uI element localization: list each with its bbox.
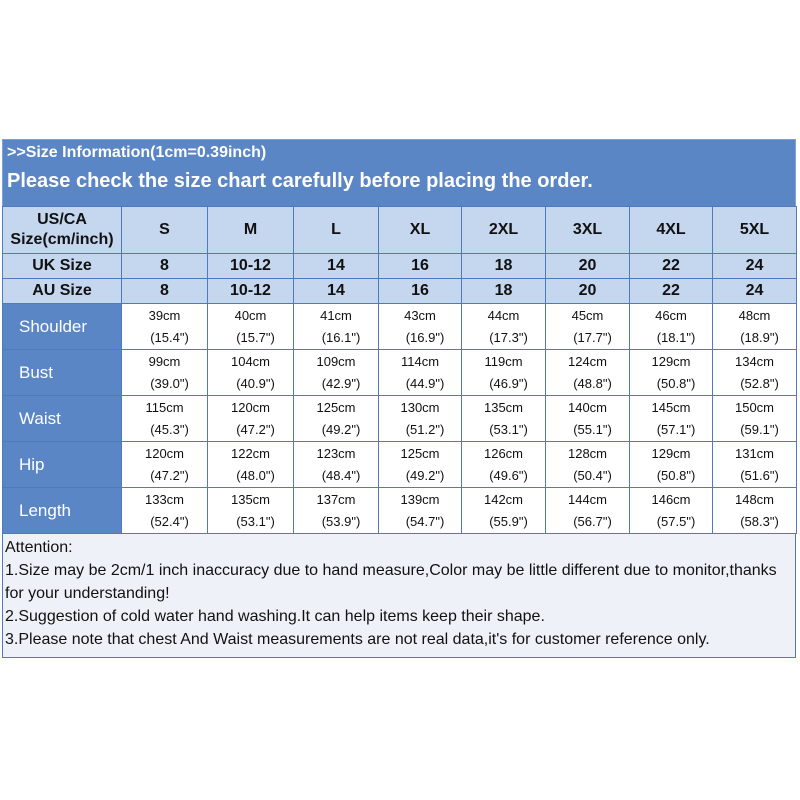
measurement-cell <box>546 488 630 534</box>
measurement-inch: (17.7") <box>573 329 612 345</box>
measurement-cell <box>379 350 462 396</box>
size-value-cell: 8 <box>122 254 208 279</box>
measurement-inch: (56.7") <box>573 513 612 529</box>
measurement-cm: 125cm <box>316 399 356 415</box>
measurement-label: Length <box>3 488 122 534</box>
measurement-inch: (52.4") <box>150 513 189 529</box>
size-value-cell: 4XL <box>630 207 713 254</box>
attention-line-2: 2.Suggestion of cold water hand washing.It can help items keep their shape. <box>5 608 545 625</box>
measurement-cell <box>379 488 462 534</box>
measurement-cm: 46cm <box>655 307 687 323</box>
size-value-cell: 14 <box>294 279 379 304</box>
measurement-inch: (51.2") <box>405 421 445 437</box>
measurement-cm: 104cm <box>230 353 271 369</box>
measurement-inch: (50.8") <box>656 375 696 391</box>
size-value-cell: 10-12 <box>208 279 294 304</box>
measurement-cell <box>208 304 294 350</box>
us-size-row <box>3 207 797 254</box>
measurement-cm: 120cm <box>230 399 271 415</box>
measurement-inch: (44.9") <box>405 375 445 391</box>
measurement-cm: 122cm <box>230 445 271 461</box>
measurement-inch: (40.9") <box>236 375 275 391</box>
size-info-banner <box>2 139 796 206</box>
measurement-cm: 146cm <box>651 491 691 507</box>
measurement-label: Bust <box>3 350 122 396</box>
measurement-cm: 137cm <box>316 491 356 507</box>
measurement-inch: (53.1") <box>236 513 275 529</box>
measurement-cell <box>122 304 208 350</box>
measurement-cm: 114cm <box>400 353 440 369</box>
measurement-row <box>3 350 797 396</box>
measurement-cm: 40cm <box>234 307 267 323</box>
measurement-cm: 120cm <box>144 445 185 461</box>
measurement-cell <box>122 396 208 442</box>
size-value-cell: 16 <box>379 254 462 279</box>
size-info-subtitle: >>Size Information(1cm=0.39inch) <box>7 144 267 161</box>
size-value-cell: 18 <box>462 254 546 279</box>
measurement-inch: (50.4") <box>573 467 612 483</box>
measurement-cm: 115cm <box>145 399 184 415</box>
measurement-inch: (16.9") <box>405 329 445 345</box>
measurement-cell <box>546 396 630 442</box>
measurement-cm: 134cm <box>734 353 775 369</box>
measurement-inch: (53.9") <box>321 513 361 529</box>
measurement-inch: (18.9") <box>740 329 779 345</box>
size-value-cell: L <box>294 207 379 254</box>
measurement-inch: (52.8") <box>740 375 779 391</box>
measurement-cm: 133cm <box>144 491 185 507</box>
measurement-inch: (49.6") <box>489 467 528 483</box>
measurement-inch: (15.7") <box>236 329 275 345</box>
size-value-cell: 18 <box>462 279 546 304</box>
size-value-cell: 8 <box>122 279 208 304</box>
measurement-inch: (48.4") <box>321 467 361 483</box>
measurement-row <box>3 442 797 488</box>
size-value-cell: 22 <box>630 254 713 279</box>
measurement-cell <box>122 442 208 488</box>
measurement-cell <box>122 350 208 396</box>
measurement-cell <box>379 442 462 488</box>
measurement-inch: (18.1") <box>656 329 696 345</box>
size-system-label: US/CA Size(cm/inch) <box>3 207 122 254</box>
size-value-cell: 16 <box>379 279 462 304</box>
size-value-cell: S <box>122 207 208 254</box>
measurement-cell <box>294 442 379 488</box>
measurement-cell <box>294 350 379 396</box>
measurement-inch: (16.1") <box>321 329 361 345</box>
measurement-cm: 128cm <box>567 445 608 461</box>
measurement-label: Hip <box>3 442 122 488</box>
measurement-cell <box>462 488 546 534</box>
size-value-cell: 10-12 <box>208 254 294 279</box>
measurement-cm: 139cm <box>400 491 440 507</box>
uk-size-row <box>3 254 797 279</box>
measurement-cm: 126cm <box>483 445 524 461</box>
measurement-cell <box>294 488 379 534</box>
measurement-cm: 131cm <box>734 445 775 461</box>
measurement-label: Waist <box>3 396 122 442</box>
measurement-inch: (57.5") <box>656 513 696 529</box>
measurement-inch: (51.6") <box>740 467 779 483</box>
measurement-cell <box>630 350 713 396</box>
measurement-cm: 129cm <box>651 353 691 369</box>
attention-notes <box>2 534 796 658</box>
measurement-inch: (47.2") <box>150 467 189 483</box>
measurement-cm: 125cm <box>400 445 440 461</box>
measurement-inch: (46.9") <box>489 375 528 391</box>
measurement-cell <box>122 488 208 534</box>
measurement-inch: (48.0") <box>236 467 275 483</box>
measurement-cell <box>630 304 713 350</box>
size-value-cell: 5XL <box>713 207 797 254</box>
measurement-cell <box>713 350 797 396</box>
measurement-inch: (59.1") <box>740 421 779 437</box>
size-value-cell: 14 <box>294 254 379 279</box>
measurement-cm: 41cm <box>320 307 352 323</box>
measurement-inch: (58.3") <box>740 513 779 529</box>
measurement-row <box>3 304 797 350</box>
size-value-cell: 20 <box>546 279 630 304</box>
measurement-inch: (57.1") <box>656 421 696 437</box>
measurement-cell <box>713 396 797 442</box>
measurement-inch: (48.8") <box>573 375 612 391</box>
measurement-inch: (50.8") <box>656 467 696 483</box>
measurement-cm: 44cm <box>487 307 520 323</box>
measurement-inch: (47.2") <box>236 421 275 437</box>
measurement-cell <box>713 488 797 534</box>
measurement-inch: (42.9") <box>321 375 361 391</box>
au-size-row <box>3 279 797 304</box>
measurement-inch: (15.4") <box>150 329 189 345</box>
measurement-inch: (45.3") <box>150 421 189 437</box>
measurement-cell <box>630 488 713 534</box>
measurement-cell <box>294 304 379 350</box>
measurement-inch: (55.1") <box>573 421 612 437</box>
measurement-cm: 129cm <box>651 445 691 461</box>
measurement-cm: 135cm <box>483 399 524 415</box>
measurement-inch: (55.9") <box>489 513 528 529</box>
measurement-cm: 123cm <box>316 445 356 461</box>
size-value-cell: 3XL <box>546 207 630 254</box>
measurement-cm: 148cm <box>734 491 775 507</box>
measurement-cell <box>462 396 546 442</box>
measurement-cm: 135cm <box>230 491 271 507</box>
size-table <box>2 206 797 534</box>
size-value-cell: 24 <box>713 254 797 279</box>
measurement-cell <box>379 396 462 442</box>
attention-line-3: 3.Please note that chest And Waist measurements are not real data,it's for customer reference only. <box>5 631 710 648</box>
measurement-cell <box>294 396 379 442</box>
measurement-cm: 48cm <box>738 307 771 323</box>
measurement-inch: (53.1") <box>489 421 528 437</box>
size-value-cell: 20 <box>546 254 630 279</box>
measurement-cm: 109cm <box>316 353 356 369</box>
measurement-cm: 142cm <box>483 491 524 507</box>
size-info-headline: Please check the size chart carefully before placing the order. <box>7 170 593 192</box>
measurement-cell <box>208 350 294 396</box>
size-chart <box>2 139 796 658</box>
attention-line-1: 1.Size may be 2cm/1 inch inaccuracy due to hand measure,Color may be little different due to monitor,thanks for your understanding! <box>5 562 777 602</box>
measurement-cell <box>379 304 462 350</box>
measurement-cell <box>462 350 546 396</box>
measurement-cell <box>713 442 797 488</box>
size-value-cell: 2XL <box>462 207 546 254</box>
measurement-cm: 43cm <box>404 307 436 323</box>
measurement-cell <box>630 442 713 488</box>
measurement-cell <box>546 442 630 488</box>
measurement-cm: 124cm <box>567 353 608 369</box>
size-value-cell: XL <box>379 207 462 254</box>
measurement-cm: 140cm <box>567 399 608 415</box>
measurement-row <box>3 396 797 442</box>
measurement-cell <box>546 304 630 350</box>
measurement-cm: 145cm <box>651 399 691 415</box>
attention-title: Attention: <box>5 539 73 556</box>
size-value-cell: 22 <box>630 279 713 304</box>
measurement-cell <box>462 442 546 488</box>
size-system-label: UK Size <box>3 254 122 279</box>
measurement-label: Shoulder <box>3 304 122 350</box>
measurement-cell <box>713 304 797 350</box>
measurement-cell <box>630 396 713 442</box>
measurement-inch: (49.2") <box>405 467 445 483</box>
measurement-cell <box>546 350 630 396</box>
measurement-cell <box>208 488 294 534</box>
measurement-cm: 144cm <box>567 491 608 507</box>
size-value-cell: M <box>208 207 294 254</box>
measurement-cm: 130cm <box>400 399 440 415</box>
measurement-cm: 99cm <box>148 353 181 369</box>
measurement-cm: 119cm <box>484 353 523 369</box>
size-value-cell: 24 <box>713 279 797 304</box>
measurement-inch: (54.7") <box>405 513 445 529</box>
measurement-cell <box>208 442 294 488</box>
measurement-cell <box>462 304 546 350</box>
measurement-row <box>3 488 797 534</box>
measurement-cm: 45cm <box>571 307 604 323</box>
measurement-cm: 39cm <box>148 307 181 323</box>
measurement-inch: (17.3") <box>489 329 528 345</box>
size-system-label: AU Size <box>3 279 122 304</box>
measurement-inch: (39.0") <box>150 375 189 391</box>
measurement-cell <box>208 396 294 442</box>
measurement-inch: (49.2") <box>321 421 361 437</box>
measurement-cm: 150cm <box>734 399 775 415</box>
